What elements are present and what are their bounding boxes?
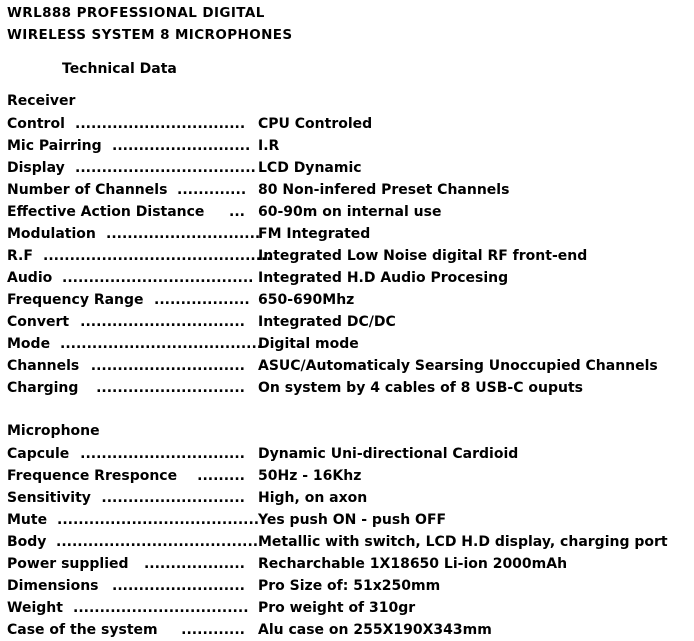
dot-leader <box>56 531 259 553</box>
dot-leader-text: ............ <box>181 622 245 638</box>
spec-value: On system by 4 cables of 8 USB-C ouputs <box>258 380 583 396</box>
spec-row <box>0 135 694 157</box>
dot-leader-text: ................................. <box>73 600 249 616</box>
spec-row <box>0 553 694 575</box>
spec-value: CPU Controled <box>258 116 373 132</box>
dot-leader <box>60 333 263 355</box>
document-title-line-1: WRL888 PROFESSIONAL DIGITAL <box>7 5 265 21</box>
spec-value: Recharchable 1X18650 Li-ion 2000mAh <box>258 556 568 572</box>
dot-leader-text: .................. <box>154 292 250 308</box>
spec-value: Dynamic Uni-directional Cardioid <box>258 446 519 462</box>
dot-leader <box>62 267 254 289</box>
spec-row <box>0 509 694 531</box>
spec-label: Frequence Rresponce <box>7 468 178 484</box>
spec-label: R.F <box>7 248 33 264</box>
spec-label: Convert <box>7 314 70 330</box>
spec-value: LCD Dynamic <box>258 160 362 176</box>
spec-row <box>0 201 694 223</box>
dot-leader-text: ........................... <box>101 490 245 506</box>
spec-label: Mute <box>7 512 48 528</box>
spec-row <box>0 575 694 597</box>
spec-row <box>0 465 694 487</box>
dot-leader-text: ............................. <box>106 226 261 242</box>
spec-label: Dimensions <box>7 578 99 594</box>
spec-label: Control <box>7 116 65 132</box>
spec-value: Pro weight of 310gr <box>258 600 416 616</box>
spec-row <box>0 377 694 399</box>
dot-leader-text: ................................ <box>75 116 246 132</box>
spec-label: Mode <box>7 336 51 352</box>
spec-value: Metallic with switch, LCD H.D display, charging port <box>258 534 668 550</box>
dot-leader-text: ... <box>229 204 245 220</box>
spec-label: Audio <box>7 270 53 286</box>
dot-leader <box>112 135 251 157</box>
spec-row <box>0 223 694 245</box>
spec-row <box>0 443 694 465</box>
dot-leader <box>75 157 256 179</box>
spec-value: I.R <box>258 138 280 154</box>
document-title-line-2: WIRELESS SYSTEM 8 MICROPHONES <box>7 27 293 43</box>
dot-leader-text: .................................. <box>75 160 256 176</box>
spec-value: Alu case on 255X190X343mm <box>258 622 492 638</box>
dot-leader <box>154 289 250 311</box>
dot-leader <box>106 223 261 245</box>
spec-row <box>0 355 694 377</box>
receiver-heading: Receiver <box>7 93 76 109</box>
dot-leader-text: ...................................... <box>56 534 259 550</box>
spec-label: Frequency Range <box>7 292 144 308</box>
dot-leader <box>109 575 245 597</box>
spec-row <box>0 157 694 179</box>
spec-row <box>0 531 694 553</box>
dot-leader <box>177 179 245 201</box>
spec-label: Body <box>7 534 47 550</box>
spec-value: ASUC/Automaticaly Searsing Unoccupied Channels <box>258 358 658 374</box>
spec-label: Charging <box>7 380 79 396</box>
dot-leader-text: ......................... <box>112 578 245 594</box>
dot-leader-text: ........................................... <box>43 248 272 264</box>
spec-label: Power supplied <box>7 556 129 572</box>
dot-leader <box>139 553 245 575</box>
dot-leader <box>73 597 249 619</box>
dot-leader-text: ...................................... <box>60 336 263 352</box>
spec-value: Yes push ON - push OFF <box>258 512 447 528</box>
dot-leader-text: ............................ <box>96 380 245 396</box>
spec-label: Channels <box>7 358 80 374</box>
spec-value: High, on axon <box>258 490 368 506</box>
spec-row <box>0 267 694 289</box>
dot-leader-text: ............................. <box>90 358 245 374</box>
spec-label: Capcule <box>7 446 70 462</box>
spec-label: Sensitivity <box>7 490 91 506</box>
dot-leader <box>79 443 245 465</box>
microphone-heading: Microphone <box>7 423 100 439</box>
spec-label: Modulation <box>7 226 96 242</box>
dot-leader-text: .................................... <box>62 270 254 286</box>
dot-leader <box>168 619 245 641</box>
spec-value: Integrated DC/DC <box>258 314 396 330</box>
dot-leader-text: .......................... <box>112 138 251 154</box>
spec-value: FM Integrated <box>258 226 371 242</box>
dot-leader-text: ............................... <box>80 314 245 330</box>
dot-leader-text: ............................... <box>80 446 245 462</box>
spec-label: Weight <box>7 600 63 616</box>
spec-value: Pro Size of: 51x250mm <box>258 578 441 594</box>
spec-row <box>0 487 694 509</box>
spec-value: 50Hz - 16Khz <box>258 468 362 484</box>
spec-value: 650-690Mhz <box>258 292 355 308</box>
dot-leader <box>75 113 245 135</box>
dot-leader <box>214 201 245 223</box>
technical-data-heading: Technical Data <box>62 61 177 77</box>
dot-leader <box>57 509 260 531</box>
spec-row <box>0 289 694 311</box>
spec-label: Mic Pairring <box>7 138 102 154</box>
spec-value: Integrated H.D Audio Procesing <box>258 270 509 286</box>
spec-row <box>0 311 694 333</box>
dot-leader <box>89 355 245 377</box>
spec-label: Number of Channels <box>7 182 168 198</box>
spec-value: 60-90m on internal use <box>258 204 442 220</box>
dot-leader <box>88 377 245 399</box>
dot-leader-text: ............. <box>177 182 247 198</box>
spec-row <box>0 245 694 267</box>
spec-value: Digital mode <box>258 336 359 352</box>
spec-label: Effective Action Distance <box>7 204 205 220</box>
spec-label: Display <box>7 160 65 176</box>
dot-leader-text: ................... <box>143 556 245 572</box>
dot-leader <box>187 465 245 487</box>
spec-label: Case of the system <box>7 622 158 638</box>
dot-leader <box>79 311 245 333</box>
spec-row <box>0 597 694 619</box>
spec-row <box>0 333 694 355</box>
dot-leader <box>43 245 272 267</box>
spec-value: Integrated Low Noise digital RF front-end <box>258 248 588 264</box>
spec-row <box>0 113 694 135</box>
spec-value: 80 Non-infered Preset Channels <box>258 182 510 198</box>
spec-row <box>0 619 694 641</box>
dot-leader-text: ......... <box>197 468 245 484</box>
dot-leader <box>101 487 245 509</box>
spec-row <box>0 179 694 201</box>
dot-leader-text: ...................................... <box>57 512 260 528</box>
